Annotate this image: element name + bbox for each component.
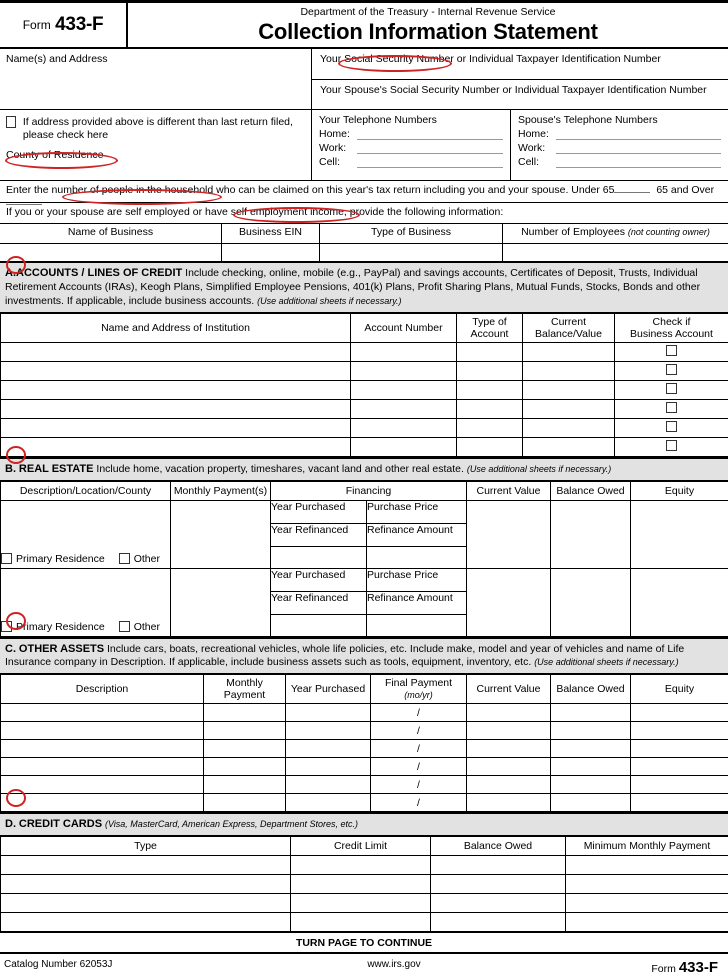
table-row bbox=[1, 399, 728, 418]
table-cell[interactable] bbox=[1, 740, 204, 758]
cell-business-ein[interactable] bbox=[222, 244, 320, 261]
form-number-box bbox=[0, 3, 128, 47]
table-cell[interactable] bbox=[467, 794, 551, 812]
business-account-checkbox-cell[interactable] bbox=[615, 437, 728, 456]
table-row bbox=[1, 913, 728, 932]
table-cell[interactable] bbox=[457, 437, 523, 456]
section-b-heading: REAL ESTATE bbox=[19, 463, 94, 475]
page-title: Collection Information Statement bbox=[128, 19, 728, 45]
other-residence-label: Other bbox=[134, 553, 160, 565]
equity-cell[interactable] bbox=[631, 568, 728, 636]
table-cell[interactable] bbox=[286, 794, 371, 812]
table-cell[interactable] bbox=[1, 875, 291, 894]
your-work-phone-input[interactable] bbox=[357, 143, 503, 154]
form-label: Form bbox=[23, 18, 51, 32]
table-row bbox=[1, 380, 728, 399]
ssn-column bbox=[312, 49, 728, 109]
spouse-work-phone-label: Work: bbox=[518, 142, 556, 154]
table-cell[interactable] bbox=[1, 399, 351, 418]
household-text: Enter the number of people in the household who can be claimed on this year's tax return including you and your spouse. bbox=[6, 184, 568, 196]
table-cell[interactable] bbox=[367, 614, 467, 636]
col-monthly-payments: Monthly Payment(s) bbox=[171, 481, 271, 500]
financing-label[interactable]: Refinance Amount bbox=[367, 523, 467, 546]
col-equity-c: Equity bbox=[631, 675, 728, 704]
table-row bbox=[1, 856, 728, 875]
table-cell[interactable] bbox=[291, 913, 431, 932]
your-home-phone-input[interactable] bbox=[357, 129, 503, 140]
name-address-field[interactable] bbox=[0, 49, 312, 109]
business-table-header bbox=[0, 223, 728, 243]
table-cell[interactable] bbox=[631, 758, 728, 776]
table-cell[interactable] bbox=[1, 758, 204, 776]
col-final-payment bbox=[371, 675, 467, 704]
col-number-of-employees bbox=[503, 224, 728, 243]
col-equity: Equity bbox=[631, 481, 728, 500]
section-c-description: Include cars, boats, recreational vehicles, whole life policies, etc. Include make, model and year of vehicles and name of Life Insurance company in Description. If applicable, include business assets such as tools, equipment, inventory, etc. bbox=[5, 643, 684, 669]
financing-label[interactable]: Purchase Price bbox=[367, 500, 467, 523]
section-b-note: (Use additional sheets if necessary.) bbox=[467, 464, 611, 474]
table-cell[interactable] bbox=[286, 776, 371, 794]
primary-residence-checkbox[interactable] bbox=[1, 621, 12, 632]
your-home-phone-label: Home: bbox=[319, 128, 357, 140]
table-cell[interactable] bbox=[551, 758, 631, 776]
business-account-checkbox-cell[interactable] bbox=[615, 361, 728, 380]
spouse-home-phone-label: Home: bbox=[518, 128, 556, 140]
col-type-of-business: Type of Business bbox=[320, 224, 503, 243]
table-cell[interactable] bbox=[204, 740, 286, 758]
table-cell[interactable] bbox=[351, 418, 457, 437]
business-account-checkbox-cell[interactable] bbox=[615, 418, 728, 437]
financing-label[interactable]: Year Refinanced bbox=[271, 591, 367, 614]
col-balance-owed-d: Balance Owed bbox=[431, 837, 566, 856]
table-cell[interactable] bbox=[351, 380, 457, 399]
table-cell[interactable] bbox=[291, 894, 431, 913]
table-cell[interactable] bbox=[551, 722, 631, 740]
business-account-checkbox[interactable] bbox=[666, 383, 677, 394]
section-a-table-header bbox=[1, 313, 728, 342]
final-payment-cell[interactable]: / bbox=[371, 776, 467, 794]
table-cell[interactable] bbox=[271, 614, 367, 636]
irs-website[interactable]: www.irs.gov bbox=[250, 959, 538, 976]
primary-residence-checkbox[interactable] bbox=[1, 553, 12, 564]
table-cell[interactable] bbox=[1, 437, 351, 456]
spouse-ssn-label: Your Spouse's Social Security Number or Individual Taxpayer Identification Number bbox=[320, 84, 707, 96]
section-b-table-header bbox=[1, 481, 728, 500]
self-employment-row bbox=[0, 202, 728, 223]
table-cell[interactable] bbox=[367, 546, 467, 568]
household-count-row bbox=[0, 180, 728, 202]
your-ssn-field[interactable] bbox=[312, 49, 728, 79]
table-cell[interactable] bbox=[351, 361, 457, 380]
under-65-input[interactable] bbox=[614, 192, 650, 193]
form-title-box bbox=[128, 3, 728, 47]
cell-name-of-business[interactable] bbox=[0, 244, 222, 261]
table-cell[interactable] bbox=[523, 380, 615, 399]
table-cell[interactable] bbox=[1, 418, 351, 437]
table-cell[interactable] bbox=[204, 776, 286, 794]
spouse-cell-phone-label: Cell: bbox=[518, 156, 556, 168]
current-value-cell[interactable] bbox=[467, 568, 551, 636]
table-cell[interactable] bbox=[551, 794, 631, 812]
form-masthead bbox=[0, 0, 728, 47]
other-residence-checkbox[interactable] bbox=[119, 621, 130, 632]
table-cell[interactable] bbox=[566, 913, 728, 932]
over-65-input[interactable] bbox=[6, 204, 42, 205]
section-a-description: Include checking, online, mobile (e.g., PayPal) and savings accounts, Certificates of Deposit, Trusts, Individual Retirement Accounts (IRAs), Keogh Plans, Simplified Employee Pensions, 401(k) Plans, Profit Sharing Plans, Mutual Funds, Stocks, Bonds and other investments. If applicable, include business accounts. bbox=[5, 267, 700, 307]
table-cell[interactable] bbox=[1, 856, 291, 875]
cell-number-of-employees[interactable] bbox=[503, 244, 728, 261]
table-cell[interactable] bbox=[523, 399, 615, 418]
your-ssn-label: Your Social Security Number or Individual Taxpayer Identification Number bbox=[320, 53, 661, 65]
business-account-checkbox-cell[interactable] bbox=[615, 399, 728, 418]
section-a-heading: ACCOUNTS / LINES OF CREDIT bbox=[16, 267, 182, 279]
table-cell[interactable] bbox=[351, 437, 457, 456]
table-row bbox=[1, 342, 728, 361]
address-changed-label: If address provided above is different than last return filed, please check here bbox=[23, 116, 305, 142]
property-description-cell[interactable] bbox=[1, 500, 171, 568]
footer-form-number bbox=[538, 959, 728, 976]
footer-form-value: 433-F bbox=[679, 959, 718, 976]
section-c-heading: OTHER ASSETS bbox=[19, 643, 104, 655]
turn-page-notice: TURN PAGE TO CONTINUE bbox=[0, 932, 728, 952]
section-b-letter: B. bbox=[5, 463, 16, 475]
col-minimum-monthly-payment: Minimum Monthly Payment bbox=[566, 837, 728, 856]
col-balance-owed-c: Balance Owed bbox=[551, 675, 631, 704]
primary-residence-label: Primary Residence bbox=[16, 621, 105, 633]
table-cell[interactable] bbox=[566, 856, 728, 875]
col-current-balance: Current Balance/Value bbox=[523, 313, 615, 342]
self-employment-text: If you or your spouse are self employed or have self employment income, provide the following information: bbox=[6, 206, 503, 218]
table-row bbox=[1, 361, 728, 380]
table-row bbox=[1, 794, 728, 812]
col-description: Description bbox=[1, 675, 204, 704]
table-cell[interactable] bbox=[431, 894, 566, 913]
table-cell[interactable] bbox=[291, 875, 431, 894]
section-c-note: (Use additional sheets if necessary.) bbox=[534, 657, 678, 667]
your-cell-phone-label: Cell: bbox=[319, 156, 357, 168]
col-current-value: Current Value bbox=[467, 481, 551, 500]
table-row bbox=[1, 875, 728, 894]
final-payment-cell[interactable]: / bbox=[371, 794, 467, 812]
county-of-residence-label: County of Residence bbox=[6, 149, 103, 161]
financing-label[interactable]: Year Purchased bbox=[271, 568, 367, 591]
section-b-description: Include home, vacation property, timeshares, vacant land and other real estate. bbox=[96, 463, 464, 475]
balance-owed-cell[interactable] bbox=[551, 500, 631, 568]
business-account-checkbox[interactable] bbox=[666, 421, 677, 432]
table-cell[interactable] bbox=[204, 794, 286, 812]
final-payment-cell[interactable]: / bbox=[371, 758, 467, 776]
your-phones-header: Your Telephone Numbers bbox=[319, 114, 503, 126]
section-c-letter: C. bbox=[5, 643, 16, 655]
business-account-checkbox[interactable] bbox=[666, 345, 677, 356]
table-cell[interactable] bbox=[431, 875, 566, 894]
business-account-checkbox-cell[interactable] bbox=[615, 342, 728, 361]
spouse-work-phone-input[interactable] bbox=[556, 143, 721, 154]
over-65-label: 65 and Over bbox=[656, 184, 714, 196]
department-line: Department of the Treasury - Internal Revenue Service bbox=[128, 6, 728, 18]
table-cell[interactable] bbox=[1, 342, 351, 361]
section-c-table bbox=[0, 674, 728, 812]
col-financing: Financing bbox=[271, 481, 467, 500]
table-row bbox=[1, 437, 728, 456]
table-cell[interactable] bbox=[204, 722, 286, 740]
col-check-business-account: Check if Business Account bbox=[615, 313, 728, 342]
table-row bbox=[1, 704, 728, 722]
table-cell[interactable] bbox=[467, 740, 551, 758]
financing-label[interactable]: Year Purchased bbox=[271, 500, 367, 523]
table-cell[interactable] bbox=[457, 380, 523, 399]
primary-residence-label: Primary Residence bbox=[16, 553, 105, 565]
table-cell[interactable] bbox=[286, 722, 371, 740]
table-cell[interactable] bbox=[351, 342, 457, 361]
number-of-employees-note: (not counting owner) bbox=[628, 227, 710, 237]
spouse-ssn-field[interactable] bbox=[312, 79, 728, 109]
other-residence-label: Other bbox=[134, 621, 160, 633]
table-cell[interactable] bbox=[431, 913, 566, 932]
cell-type-of-business[interactable] bbox=[320, 244, 503, 261]
equity-cell[interactable] bbox=[631, 500, 728, 568]
section-c-header bbox=[0, 637, 728, 675]
table-cell[interactable] bbox=[631, 776, 728, 794]
table-cell[interactable] bbox=[631, 740, 728, 758]
final-payment-cell[interactable]: / bbox=[371, 740, 467, 758]
table-cell[interactable] bbox=[631, 704, 728, 722]
table-cell[interactable] bbox=[551, 776, 631, 794]
table-row bbox=[1, 722, 728, 740]
name-address-label: Name(s) and Address bbox=[6, 53, 108, 65]
table-cell[interactable] bbox=[204, 758, 286, 776]
table-cell[interactable] bbox=[566, 875, 728, 894]
table-cell[interactable] bbox=[1, 776, 204, 794]
table-cell[interactable] bbox=[271, 546, 367, 568]
table-cell[interactable] bbox=[523, 361, 615, 380]
monthly-payment-cell[interactable] bbox=[171, 500, 271, 568]
col-monthly-payment: Monthly Payment bbox=[204, 675, 286, 704]
table-row bbox=[1, 894, 728, 913]
number-of-employees-label: Number of Employees bbox=[521, 226, 625, 238]
table-cell[interactable] bbox=[1, 894, 291, 913]
table-cell[interactable] bbox=[1, 380, 351, 399]
monthly-payment-cell[interactable] bbox=[171, 568, 271, 636]
spouse-phones-cell bbox=[510, 110, 728, 180]
financing-label[interactable]: Year Refinanced bbox=[271, 523, 367, 546]
col-type-of-account: Type of Account bbox=[457, 313, 523, 342]
table-cell[interactable] bbox=[467, 776, 551, 794]
section-d-letter: D. bbox=[5, 818, 16, 830]
table-cell[interactable] bbox=[457, 342, 523, 361]
table-cell[interactable] bbox=[467, 722, 551, 740]
table-cell[interactable] bbox=[523, 418, 615, 437]
financing-label[interactable]: Purchase Price bbox=[367, 568, 467, 591]
table-cell[interactable] bbox=[467, 704, 551, 722]
table-row bbox=[1, 776, 728, 794]
under-65-label: Under 65 bbox=[571, 184, 614, 196]
final-payment-note: (mo/yr) bbox=[404, 690, 433, 700]
form-number: 433-F bbox=[55, 14, 103, 36]
table-row bbox=[1, 500, 728, 523]
your-cell-phone-input[interactable] bbox=[357, 157, 503, 168]
section-a-header bbox=[0, 261, 728, 313]
final-payment-label: Final Payment bbox=[385, 677, 452, 689]
section-d-table-header bbox=[1, 837, 728, 856]
table-cell[interactable] bbox=[1, 913, 291, 932]
table-cell[interactable] bbox=[204, 704, 286, 722]
col-description-location-county: Description/Location/County bbox=[1, 481, 171, 500]
page-footer bbox=[0, 952, 728, 976]
col-balance-owed: Balance Owed bbox=[551, 481, 631, 500]
table-cell[interactable] bbox=[286, 758, 371, 776]
col-credit-limit: Credit Limit bbox=[291, 837, 431, 856]
col-account-number: Account Number bbox=[351, 313, 457, 342]
table-cell[interactable] bbox=[291, 856, 431, 875]
table-cell[interactable] bbox=[551, 704, 631, 722]
table-cell[interactable] bbox=[1, 704, 204, 722]
business-account-checkbox-cell[interactable] bbox=[615, 380, 728, 399]
section-b-header bbox=[0, 457, 728, 481]
table-cell[interactable] bbox=[286, 704, 371, 722]
col-current-value-c: Current Value bbox=[467, 675, 551, 704]
table-cell[interactable] bbox=[286, 740, 371, 758]
business-account-checkbox[interactable] bbox=[666, 440, 677, 451]
table-cell[interactable] bbox=[1, 722, 204, 740]
col-business-ein: Business EIN bbox=[222, 224, 320, 243]
table-cell[interactable] bbox=[457, 361, 523, 380]
table-cell[interactable] bbox=[523, 342, 615, 361]
identity-block bbox=[0, 47, 728, 109]
table-cell[interactable] bbox=[631, 722, 728, 740]
table-cell[interactable] bbox=[431, 856, 566, 875]
business-account-checkbox[interactable] bbox=[666, 364, 677, 375]
table-cell[interactable] bbox=[631, 794, 728, 812]
col-institution: Name and Address of Institution bbox=[1, 313, 351, 342]
other-residence-checkbox[interactable] bbox=[119, 553, 130, 564]
section-d-description: (Visa, MasterCard, American Express, Department Stores, etc.) bbox=[105, 819, 358, 829]
section-d-header bbox=[0, 812, 728, 836]
business-table-row bbox=[0, 243, 728, 261]
balance-owed-cell[interactable] bbox=[551, 568, 631, 636]
section-a-letter: A. bbox=[5, 267, 16, 279]
financing-label[interactable]: Refinance Amount bbox=[367, 591, 467, 614]
section-a-table bbox=[0, 313, 728, 457]
business-account-checkbox[interactable] bbox=[666, 402, 677, 413]
col-year-purchased: Year Purchased bbox=[286, 675, 371, 704]
table-row bbox=[1, 758, 728, 776]
table-row bbox=[1, 418, 728, 437]
col-card-type: Type bbox=[1, 837, 291, 856]
table-cell[interactable] bbox=[1, 794, 204, 812]
your-phones-cell bbox=[312, 110, 510, 180]
table-row bbox=[1, 568, 728, 591]
table-cell[interactable] bbox=[457, 418, 523, 437]
table-cell[interactable] bbox=[457, 399, 523, 418]
footer-form-label: Form bbox=[651, 963, 676, 975]
property-description-cell[interactable] bbox=[1, 568, 171, 636]
spouse-cell-phone-input[interactable] bbox=[556, 157, 721, 168]
county-of-residence-field[interactable] bbox=[6, 149, 103, 161]
table-cell[interactable] bbox=[523, 437, 615, 456]
address-changed-checkbox[interactable] bbox=[6, 116, 16, 128]
current-value-cell[interactable] bbox=[467, 500, 551, 568]
table-cell[interactable] bbox=[551, 740, 631, 758]
table-cell[interactable] bbox=[566, 894, 728, 913]
spouse-home-phone-input[interactable] bbox=[556, 129, 721, 140]
final-payment-cell[interactable]: / bbox=[371, 722, 467, 740]
table-cell[interactable] bbox=[351, 399, 457, 418]
table-row bbox=[1, 740, 728, 758]
section-d-table bbox=[0, 836, 728, 932]
section-b-table bbox=[0, 481, 728, 637]
section-d-heading: CREDIT CARDS bbox=[19, 818, 102, 830]
table-cell[interactable] bbox=[1, 361, 351, 380]
section-a-note: (Use additional sheets if necessary.) bbox=[257, 296, 401, 306]
address-phone-block bbox=[0, 109, 728, 180]
catalog-number: Catalog Number 62053J bbox=[0, 959, 250, 976]
table-cell[interactable] bbox=[467, 758, 551, 776]
spouse-phones-header: Spouse's Telephone Numbers bbox=[518, 114, 721, 126]
section-c-table-header bbox=[1, 675, 728, 704]
final-payment-cell[interactable]: / bbox=[371, 704, 467, 722]
col-name-of-business: Name of Business bbox=[0, 224, 222, 243]
address-check-cell bbox=[0, 110, 312, 180]
your-work-phone-label: Work: bbox=[319, 142, 357, 154]
